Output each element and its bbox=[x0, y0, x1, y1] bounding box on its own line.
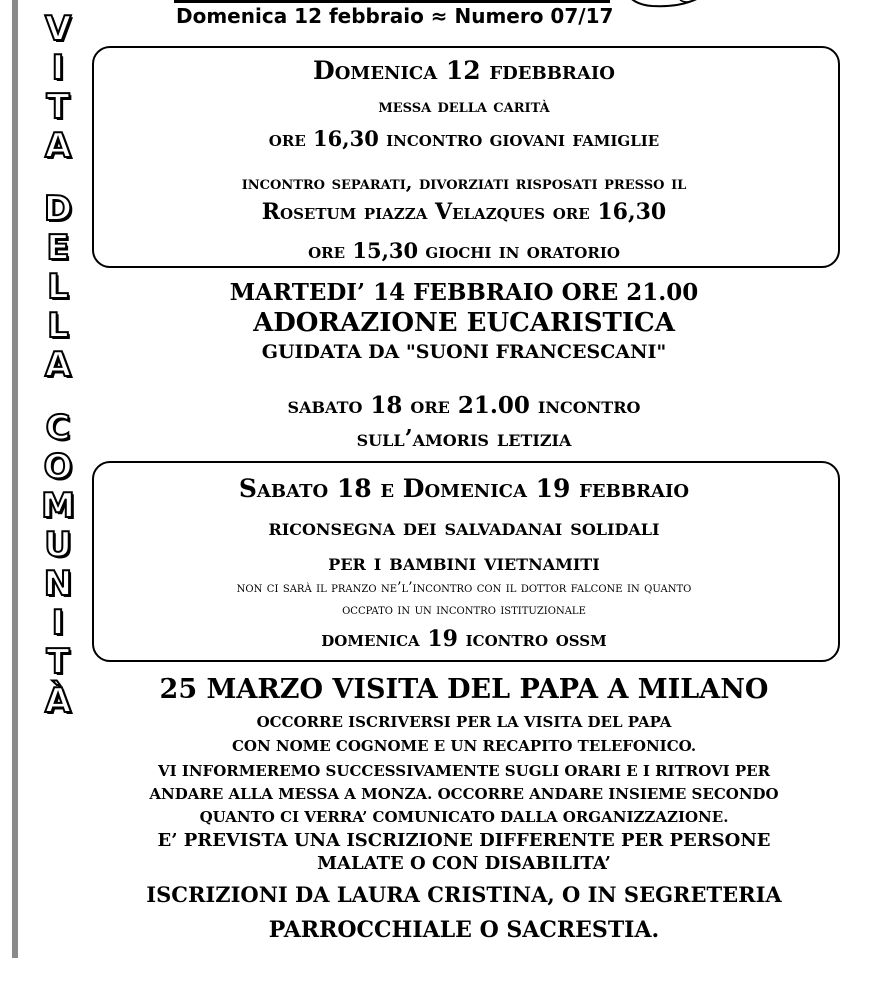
event-line: sabato 18 ore 21.00 incontro bbox=[287, 392, 641, 419]
vertical-title-vita-della-comunita bbox=[34, 10, 82, 745]
vertical-letter: A bbox=[44, 345, 72, 385]
event-line: per i bambini vietnamiti bbox=[328, 549, 600, 576]
event-line: sull’amoris letizia bbox=[356, 425, 572, 452]
event-line: messa della carità bbox=[378, 96, 550, 117]
mascot-illustration bbox=[618, 0, 738, 22]
event-line: Rosetum piazza Velazques ore 16,30 bbox=[261, 199, 667, 225]
vertical-letter: O bbox=[43, 447, 73, 487]
event-heading: ADORAZIONE EUCARISTICA bbox=[253, 308, 675, 338]
event-line: riconsegna dei salvadanai solidali bbox=[268, 514, 660, 541]
papa-line: PARROCCHIALE O SACRESTIA. bbox=[268, 917, 660, 943]
vertical-letter: I bbox=[51, 48, 65, 88]
event-line: GUIDATA DA "SUONI FRANCESCANI" bbox=[261, 341, 667, 363]
event-title: Sabato 18 e Domenica 19 febbraio bbox=[238, 474, 690, 503]
header-rule bbox=[174, 0, 610, 3]
event-line: ore 16,30 incontro giovani famiglie bbox=[268, 126, 660, 151]
vertical-letter: I bbox=[51, 603, 65, 643]
papa-line: OCCORRE ISCRIVERSI PER LA VISITA DEL PAPA bbox=[256, 713, 672, 731]
vertical-letter: N bbox=[43, 564, 73, 604]
vertical-letter: E bbox=[46, 228, 70, 268]
vertical-letter: À bbox=[44, 681, 72, 721]
papa-line: QUANTO CI VERRA’ COMUNICATO DALLA ORGANIZZAZIONE. bbox=[199, 808, 729, 826]
vertical-letter: A bbox=[44, 126, 72, 166]
left-border-rule bbox=[12, 0, 18, 958]
papa-visit-title: 25 MARZO VISITA DEL PAPA A MILANO bbox=[159, 674, 769, 705]
papa-line: MALATE O CON DISABILITA’ bbox=[317, 853, 611, 874]
vertical-letter: L bbox=[47, 306, 69, 346]
vertical-letter: C bbox=[45, 408, 71, 448]
vertical-letter: M bbox=[41, 486, 75, 526]
event-note: occpato in un incontro istituzionale bbox=[342, 602, 586, 614]
vertical-letter: D bbox=[43, 189, 73, 229]
event-line: MARTEDI’ 14 FEBBRAIO ORE 21.00 bbox=[229, 279, 699, 306]
vertical-letter: T bbox=[46, 87, 70, 127]
vertical-letter: V bbox=[44, 9, 72, 49]
papa-line: ANDARE ALLA MESSA A MONZA. OCCORRE ANDARE INSIEME SECONDO bbox=[149, 785, 779, 803]
vertical-word-comunita bbox=[34, 409, 82, 721]
vertical-word-vita bbox=[34, 10, 82, 166]
event-note: non ci sarà il pranzo ne’l’incontro con il dottor falcone in quanto bbox=[236, 580, 692, 596]
papa-line: VI INFORMEREMO SUCCESSIVAMENTE SUGLI ORARI E I RITROVI PER bbox=[157, 762, 771, 780]
vertical-letter: T bbox=[46, 642, 70, 682]
papa-line: ISCRIZIONI DA LAURA CRISTINA, O IN SEGRETERIA bbox=[146, 882, 782, 907]
vertical-letter: L bbox=[47, 267, 69, 307]
vertical-letter: U bbox=[44, 525, 72, 565]
event-line: domenica 19 icontro ossm bbox=[321, 626, 607, 652]
papa-line: CON NOME COGNOME E UN RECAPITO TELEFONICO. bbox=[231, 737, 697, 755]
event-title: Domenica 12 fdebbraio bbox=[313, 56, 615, 85]
papa-line: E’ PREVISTA UNA ISCRIZIONE DIFFERENTE PER PERSONE bbox=[157, 830, 771, 851]
header-date-issue: Domenica 12 febbraio ≈ Numero 07/17 bbox=[176, 4, 614, 28]
event-line: ore 15,30 giochi in oratorio bbox=[308, 238, 620, 263]
vertical-word-della bbox=[34, 190, 82, 385]
event-line: incontro separati, divorziati risposati presso il bbox=[241, 172, 687, 194]
